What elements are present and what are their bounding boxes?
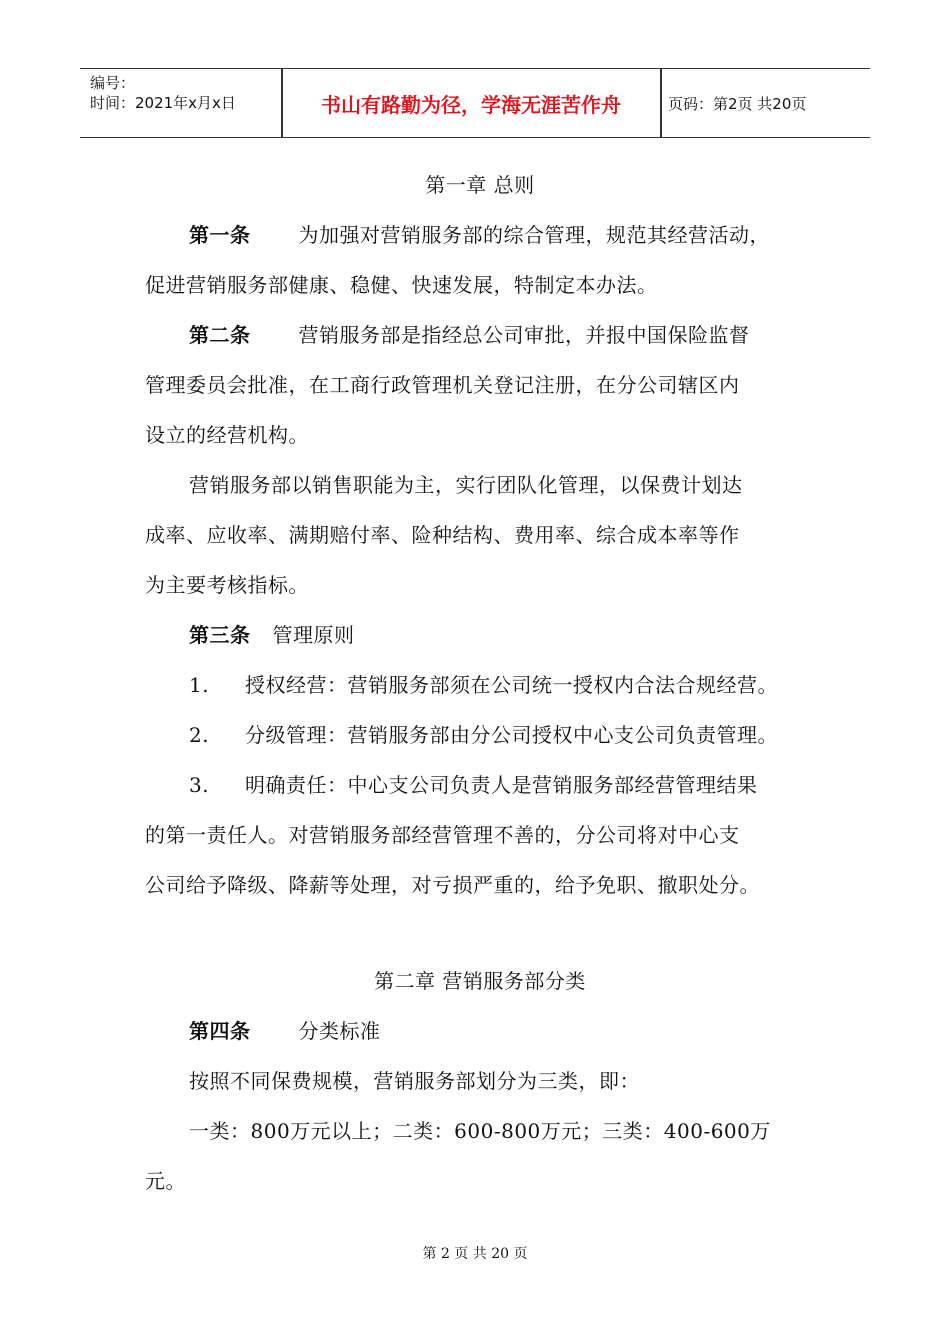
list-item [145,760,859,810]
article-text-line: 管理委员会批准，在工商行政管理机关登记注册，在分公司辖区内 [145,373,740,397]
list-item-continuation: 的第一责任人。对营销服务部经营管理不善的，分公司将对中心支 [145,823,740,847]
list-item-text: 明确责任：中心支公司负责人是营销服务部经营管理结果 [245,773,758,797]
article-3 [145,610,859,660]
page-footer: 第 2 页 共 20 页 [422,1246,528,1262]
article-text: 营销服务部是指经总公司审批，并报中国保险监督 [298,323,750,347]
header-table [80,68,870,138]
article-title: 管理原则 [272,623,355,647]
chapter-title: 第一章 总则 [425,173,535,197]
list-item-number: 1. [189,673,210,697]
article-2 [145,310,859,360]
article-text: 为加强对营销服务部的综合管理，规范其经营活动， [298,223,770,247]
article-title: 分类标准 [298,1019,381,1043]
article-4 [145,1006,859,1056]
document-number-label: 编号： [90,74,136,92]
article-label: 第三条 [189,623,251,647]
header-motto: 书山有路勤为径，学海无涯苦作舟 [321,92,621,117]
list-item-continuation: 公司给予降级、降薪等处理，对亏损严重的，给予免职、撤职处分。 [145,873,760,897]
article-label: 第四条 [189,1019,251,1043]
article-text-line: 设立的经营机构。 [145,423,309,447]
article-label: 第二条 [189,323,251,347]
chapter-title: 第二章 营销服务部分类 [374,969,586,993]
list-item [145,710,859,760]
header-page-info: 页码：第2页 共20页 [668,94,807,113]
list-item-text: 授权经营：营销服务部须在公司统一授权内合法合规经营。 [245,673,778,697]
document-date: 时间：2021年x月x日 [90,94,236,112]
header-divider [660,69,662,137]
paragraph-line: 一类：800万元以上；二类：600-800万元；三类：400-600万 [189,1119,771,1143]
article-label: 第一条 [189,223,251,247]
article-1 [145,210,859,260]
list-item-number: 2. [189,723,210,747]
header-meta [90,73,280,113]
list-item [145,660,859,710]
paragraph-line: 元。 [145,1169,186,1193]
paragraph-line: 按照不同保费规模，营销服务部划分为三类，即： [189,1069,640,1093]
list-item-text: 分级管理：营销服务部由分公司授权中心支公司负责管理。 [245,723,778,747]
article-text-line: 促进营销服务部健康、稳健、快速发展，特制定本办法。 [145,273,658,297]
paragraph-line: 成率、应收率、满期赔付率、险种结构、费用率、综合成本率等作 [145,523,740,547]
paragraph-line: 营销服务部以销售职能为主，实行团队化管理，以保费计划达 [189,473,743,497]
list-item-number: 3. [189,773,210,797]
paragraph-line: 为主要考核指标。 [145,573,309,597]
